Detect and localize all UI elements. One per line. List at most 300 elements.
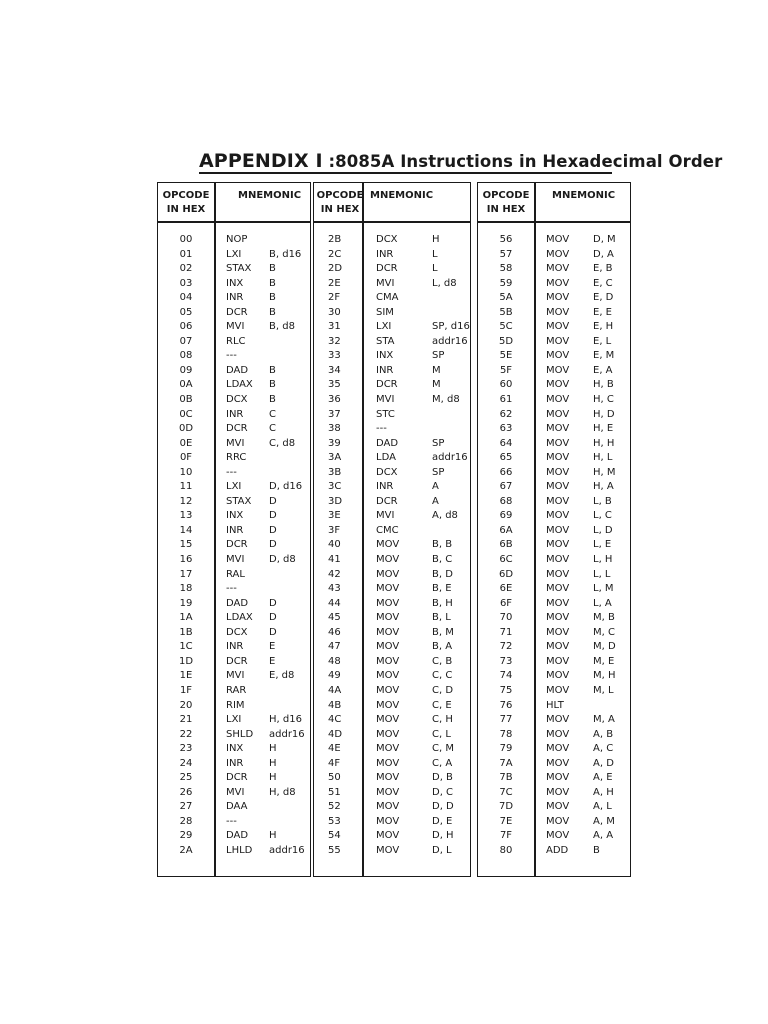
opcode-cell: 75 [499,684,513,696]
mnemonic-cell: MVI [226,437,245,449]
mnemonic-cell: DAD [376,437,399,449]
mnemonic-cell: MOV [376,728,400,740]
mnemonic-cell: MOV [546,263,570,275]
opcode-cell: 4F [328,757,341,769]
opcode-cell: 6E [499,583,513,595]
mnemonic-cell: MOV [546,626,570,638]
mnemonic-cell: DAA [226,801,248,813]
mnemonic-cell: INR [226,408,244,420]
mnemonic-cell: --- [226,350,237,362]
table-row [314,335,470,350]
table-row [478,277,630,292]
mnemonic-cell: MOV [376,670,400,682]
mnemonic-cell: CMA [376,292,399,304]
table-row [158,306,310,321]
table-row [314,495,470,510]
mnemonic-cell: MOV [546,714,570,726]
mnemonic-cell: MVI [226,321,245,333]
title-underline [199,172,612,174]
table-panel-2 [313,182,471,877]
opcode-cell: 17 [179,568,193,580]
opcode-cell: 33 [328,350,341,362]
table-row [314,422,470,437]
mnemonic-cell: MOV [546,728,570,740]
opcode-cell: 57 [499,248,513,260]
opcode-cell: 20 [179,699,193,711]
operand-cell: H, B [593,379,614,391]
operand-cell: H, D [593,408,615,420]
operand-cell: C, d8 [269,437,296,449]
table-row [478,568,630,583]
opcode-cell: 78 [499,728,513,740]
table-row [158,466,310,481]
opcode-cell: 3C [328,481,342,493]
opcode-cell: 0D [178,423,194,435]
operand-cell: D, L [432,844,452,856]
table-row [478,480,630,495]
opcode-cell: 13 [179,510,193,522]
table-row [478,364,630,379]
table-row [158,451,310,466]
mnemonic-cell: MOV [546,292,570,304]
table-row [478,844,630,859]
mnemonic-cell: MOV [546,306,570,318]
opcode-cell: 4E [328,743,341,755]
operand-cell: C, C [432,670,453,682]
operand-cell: B, d16 [269,248,302,260]
operand-cell: H, A [593,481,614,493]
opcode-cell: 69 [499,510,513,522]
table-row [158,480,310,495]
operand-cell: D [269,597,277,609]
mnemonic-cell: MOV [546,481,570,493]
opcode-cell: 49 [328,670,341,682]
operand-cell: E, d8 [269,670,295,682]
table-row [314,553,470,568]
operand-cell: M, L [593,684,614,696]
opcode-cell: 14 [179,524,193,536]
mnemonic-header: MNEMONIC [238,190,302,201]
table-row [478,335,630,350]
operand-cell: M, d8 [432,394,460,406]
opcode-cell: 1E [179,670,193,682]
table-row [314,582,470,597]
operand-cell: C, M [432,743,454,755]
operand-cell: H [269,757,277,769]
mnemonic-cell: DCX [226,626,248,638]
operand-cell: SP, d16 [432,321,470,333]
table-row [314,699,470,714]
opcode-cell: 73 [499,655,513,667]
opcode-cell: 3E [328,510,341,522]
opcode-header-line1: OPCODE [316,190,364,201]
mnemonic-cell: INR [376,248,394,260]
operand-cell: B, A [432,641,453,653]
header-rule [158,221,310,223]
opcode-cell: 56 [499,234,513,245]
opcode-cell: 3B [328,466,342,478]
opcode-cell: 46 [328,626,341,638]
opcode-cell: 41 [328,554,341,566]
operand-cell: B, D [432,568,453,580]
title-text: :8085A Instructions in Hexadecimal Order [322,152,723,171]
table-row [478,262,630,277]
opcode-cell: 72 [499,641,513,653]
opcode-cell: 21 [179,714,193,726]
mnemonic-cell: MOV [546,554,570,566]
operand-cell: M, B [593,612,615,624]
mnemonic-cell: DCR [226,539,248,551]
opcode-cell: 54 [328,830,341,842]
operand-cell: D, A [593,248,614,260]
table-row [314,728,470,743]
table-row [314,626,470,641]
table-row [158,408,310,423]
operand-cell: SP [432,466,445,478]
operand-cell: C, B [432,655,453,667]
operand-cell: L, H [593,554,613,566]
operand-cell: C, E [432,699,452,711]
mnemonic-cell: MOV [546,786,570,798]
mnemonic-cell: LDA [376,452,396,464]
mnemonic-cell: MVI [376,510,395,522]
table-row [158,684,310,699]
opcode-cell: 1C [179,641,193,653]
opcode-header [478,189,534,217]
opcode-cell: 66 [499,466,513,478]
table-row [158,728,310,743]
mnemonic-cell: MOV [546,466,570,478]
operand-cell: B, E [432,583,452,595]
table-row [314,480,470,495]
opcode-cell: 16 [179,554,193,566]
mnemonic-cell: MOV [546,670,570,682]
mnemonic-cell: RAL [226,568,245,580]
mnemonic-cell: MOV [376,772,400,784]
opcode-cell: 11 [179,481,193,493]
opcode-cell: 01 [179,248,193,260]
operand-cell: H, M [593,466,616,478]
operand-cell: B, L [432,612,451,624]
opcode-cell: 1F [179,684,193,696]
table-row [314,829,470,844]
table-row [158,538,310,553]
opcode-cell: 44 [328,597,341,609]
mnemonic-cell: DCX [376,234,398,245]
opcode-cell: 39 [328,437,341,449]
operand-cell: B, M [432,626,454,638]
operand-cell: D, E [432,815,453,827]
mnemonic-cell: MVI [376,277,395,289]
opcode-cell: 34 [328,364,341,376]
opcode-cell: 27 [179,801,193,813]
operand-cell: E [269,641,276,653]
opcode-cell: 50 [328,772,341,784]
table-row [158,626,310,641]
opcode-cell: 61 [499,394,513,406]
table-row [314,655,470,670]
mnemonic-cell: MOV [376,539,400,551]
opcode-cell: 1D [178,655,194,667]
operand-cell: A, D [593,757,614,769]
opcode-cell: 2C [328,248,342,260]
opcode-header [158,189,214,217]
table-row [314,291,470,306]
opcode-cell: 0B [179,394,193,406]
table-row [158,786,310,801]
opcode-cell: 60 [499,379,513,391]
opcode-cell: 4D [328,728,343,740]
table-row [478,451,630,466]
page-title [199,150,722,172]
operand-cell: A, L [593,801,612,813]
operand-cell: M, A [593,714,615,726]
table-row [314,800,470,815]
mnemonic-cell: --- [376,423,387,435]
opcode-header-line2: IN HEX [486,204,526,215]
table-row [314,669,470,684]
table-row [478,684,630,699]
table-row [478,553,630,568]
mnemonic-cell: MOV [546,350,570,362]
mnemonic-cell: MOV [376,568,400,580]
opcode-cell: 6A [499,524,513,536]
opcode-cell: 12 [179,495,193,507]
opcode-cell: 52 [328,801,341,813]
opcode-cell: 51 [328,786,341,798]
mnemonic-cell: MOV [546,364,570,376]
opcode-cell: 0C [179,408,193,420]
operand-cell: SP [432,437,445,449]
opcode-cell: 15 [179,539,193,551]
operand-cell: L, M [593,583,614,595]
mnemonic-cell: MOV [376,684,400,696]
operand-cell: M, C [593,626,615,638]
table-row [158,495,310,510]
table-row [158,713,310,728]
opcode-header-line1: OPCODE [162,190,210,201]
mnemonic-cell: MOV [546,321,570,333]
mnemonic-cell: MOV [546,248,570,260]
opcode-cell: 5D [498,335,514,347]
table-row [158,437,310,452]
table-row [314,538,470,553]
table-row [314,684,470,699]
opcode-cell: 1A [179,612,193,624]
table-row [158,771,310,786]
mnemonic-cell: DCR [226,655,248,667]
table-row [314,306,470,321]
mnemonic-cell: INR [226,524,244,536]
mnemonic-cell: INX [376,350,394,362]
mnemonic-cell: MOV [546,743,570,755]
opcode-cell: 02 [179,263,193,275]
table-row [478,349,630,364]
opcode-cell: 5E [499,350,513,362]
operand-cell: D, d16 [269,481,303,493]
table-row [478,815,630,830]
operand-cell: A, E [593,772,613,784]
mnemonic-cell: MOV [546,495,570,507]
opcode-cell: 3A [328,452,342,464]
opcode-cell: 64 [499,437,513,449]
table-row [314,771,470,786]
opcode-header-line1: OPCODE [482,190,530,201]
mnemonic-cell: DCR [226,772,248,784]
opcode-cell: 08 [179,350,193,362]
operand-cell: D, C [432,786,454,798]
mnemonic-cell: MOV [546,437,570,449]
table-row [478,408,630,423]
mnemonic-cell: MVI [226,554,245,566]
operand-cell: SP [432,350,445,362]
table-row [478,524,630,539]
table-row [314,248,470,263]
table-row [478,829,630,844]
mnemonic-cell: SHLD [226,728,254,740]
operand-cell: H, C [593,394,614,406]
opcode-cell: 6B [499,539,513,551]
opcode-cell: 80 [499,844,513,856]
mnemonic-cell: MOV [376,554,400,566]
operand-cell: D, D [432,801,454,813]
opcode-cell: 37 [328,408,341,420]
mnemonic-cell: MOV [546,583,570,595]
mnemonic-cell: MOV [376,655,400,667]
operand-cell: L, A [593,597,612,609]
mnemonic-cell: INR [226,641,244,653]
operand-cell: B [269,394,276,406]
table-row [314,640,470,655]
opcode-cell: 7C [499,786,513,798]
operand-cell: A, B [593,728,614,740]
opcode-cell: 55 [328,844,341,856]
operand-cell: B [269,277,276,289]
table-row [158,378,310,393]
mnemonic-cell: MOV [546,815,570,827]
opcode-cell: 74 [499,670,513,682]
mnemonic-cell: MOV [376,757,400,769]
mnemonic-cell: CMC [376,524,399,536]
mnemonic-cell: STAX [226,495,252,507]
mnemonic-cell: MOV [376,743,400,755]
table-row [158,553,310,568]
table-row [158,757,310,772]
opcode-cell: 38 [328,423,341,435]
mnemonic-cell: ADD [546,844,569,856]
operand-cell: C, D [432,684,454,696]
table-row [478,786,630,801]
mnemonic-cell: LXI [376,321,392,333]
opcode-header-line2: IN HEX [166,204,206,215]
table-row [314,437,470,452]
table-row [314,611,470,626]
table-row [158,640,310,655]
opcode-cell: 2F [328,292,341,304]
opcode-cell: 31 [328,321,341,333]
mnemonic-cell: MOV [546,757,570,769]
operand-cell: E, C [593,277,613,289]
operand-cell: D [269,539,277,551]
table-row [314,466,470,481]
opcode-cell: 59 [499,277,513,289]
mnemonic-cell: MVI [376,394,395,406]
table-row [158,349,310,364]
table-row [158,582,310,597]
operand-cell: B, C [432,554,453,566]
operand-cell: E, M [593,350,615,362]
table-row [478,582,630,597]
table-row [314,349,470,364]
operand-cell: A [432,495,439,507]
mnemonic-cell: MOV [546,277,570,289]
opcode-cell: 00 [179,234,193,245]
opcode-cell: 43 [328,583,341,595]
mnemonic-cell: MOV [376,815,400,827]
mnemonic-cell: MOV [376,699,400,711]
table-row [158,422,310,437]
mnemonic-cell: DAD [226,364,249,376]
operand-cell: B [269,292,276,304]
opcode-cell: 76 [499,699,513,711]
table-row [478,320,630,335]
operand-cell: D, B [432,772,453,784]
operand-cell: D [269,524,277,536]
opcode-header-line2: IN HEX [320,204,360,215]
mnemonic-cell: MOV [376,714,400,726]
opcode-cell: 2E [328,277,341,289]
table-row [478,626,630,641]
table-row [158,248,310,263]
opcode-cell: 67 [499,481,513,493]
table-row [158,742,310,757]
operand-cell: E, E [593,306,612,318]
opcode-cell: 25 [179,772,193,784]
operand-cell: A, d8 [432,510,458,522]
mnemonic-header: MNEMONIC [552,190,616,201]
mnemonic-cell: --- [226,815,237,827]
mnemonic-cell: INR [226,757,244,769]
operand-cell: C, H [432,714,453,726]
opcode-cell: 6D [498,568,514,580]
operand-cell: E, B [593,263,613,275]
opcode-cell: 6F [499,597,513,609]
table-row [478,437,630,452]
table-row [478,771,630,786]
mnemonic-cell: DCX [376,466,398,478]
mnemonic-cell: LXI [226,481,242,493]
mnemonic-cell: DAD [226,830,249,842]
mnemonic-header: MNEMONIC [370,190,434,201]
opcode-cell: 36 [328,394,341,406]
mnemonic-cell: MOV [546,452,570,464]
mnemonic-cell: LDAX [226,612,253,624]
operand-cell: A, M [593,815,615,827]
operand-cell: M, H [593,670,616,682]
opcode-cell: 09 [179,364,193,376]
mnemonic-cell: SIM [376,306,394,318]
mnemonic-cell: LXI [226,714,242,726]
operand-cell: M, E [593,655,615,667]
mnemonic-cell: NOP [226,234,248,245]
opcode-cell: 26 [179,786,193,798]
table-row [314,451,470,466]
opcode-cell: 5C [499,321,513,333]
table-row [158,277,310,292]
mnemonic-cell: STA [376,335,395,347]
opcode-cell: 47 [328,641,341,653]
operand-cell: D, H [432,830,454,842]
